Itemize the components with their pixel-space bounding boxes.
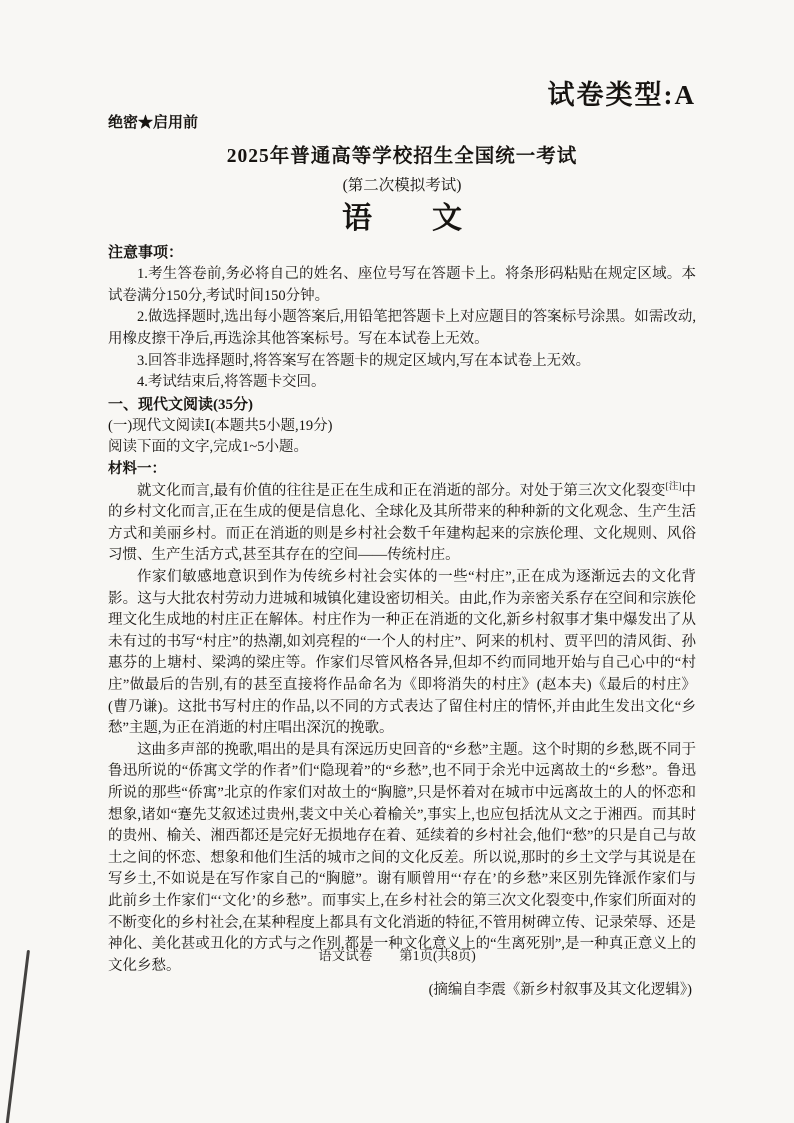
- material-label: 材料一：: [108, 461, 166, 478]
- subject-title: 语 文: [342, 202, 462, 236]
- material-paragraph-2: 作家们敏感地意识到作为传统乡村社会实体的一些“村庄”,正在成为逐渐远去的文化背影。这与大批农村劳动力进城和城镇化建设密切相关。由此,作为亲密关系存在空间和宗族伦理文化生成地的村庄正在解体。村庄作为一种正在消逝的文化,新乡村叙事才集中爆发出了从未有过的书写“村庄”的热潮,如刘亮程的“一个人的村庄”、阿来的机村、贾平凹的清风街、孙惠芬的上塘村、梁鸿的梁庄等。作家们尽管风格各异,但却不约而同地开始与自己心中的“村庄”做最后的告别,有的甚至直接将作品命名为《即将消失的村庄》(赵本夫)《最后的村庄》(曹乃谦)。这批书写村庄的作品,以不同的方式表达了留住村庄的情怀,并由此生发出文化“乡愁”主题,为正在消逝的村庄唱出深沉的挽歌。: [108, 569, 696, 737]
- notice-item-4: 4.考试结束后,将答题卡交回。: [137, 374, 326, 391]
- notice-item-3: 3.回答非选择题时,将答案写在答题卡的规定区域内,写在本试卷上无效。: [137, 352, 591, 369]
- scan-artifact: [3, 950, 30, 1123]
- material-paragraph-3: 这曲多声部的挽歌,唱出的是具有深远历史回音的“乡愁”主题。这个时期的乡愁,既不同于鲁迅所说的“侨寓文学的作者”们“隐现着”的“乡愁”,也不同于余光中远离故土的“乡愁”。鲁迅所说的那些“侨寓”北京的作家们对故土的“胸臆”,只是怀着对在城市中远离故土的人的怀恋和想象,诸如“蹇先艾叙述过贵州,裴文中关心着榆关”,事实上,也应包括沈从文之于湘西。而其时的贵州、榆关、湘西都还是完好无损地存在着、延续着的乡村社会,他们“愁”的只是自己与故土之间的怀恋、想象和他们生活的城市之间的文化反差。所以说,那时的乡土文学与其说是在写乡土,不如说是在写作家自己的“胸臆”。谢有顺曾用“‘存在’的乡愁”来区别先锋派作家们与此前乡土作家们“‘文化’的乡愁”。而事实上,在乡村社会的第三次文化裂变中,作家们所面对的不断变化的乡村社会,在某种程度上都具有文化消逝的特征,不管用树碑立传、记录荣辱、还是神化、美化甚或丑化的方式与之作别,都是一种文化意义上的“生离死别”,是一种真正意义上的文化乡愁。: [108, 741, 696, 974]
- section-subheading: (一)现代文阅读Ⅰ(本题共5小题,19分): [108, 417, 333, 434]
- paragraph-text: 中的乡村文化而言,正在生成的便是信息化、全球化及其所带来的种种新的文化观念、生产生活方式和美丽乡村。而正在消逝的则是乡村社会数千年建构起来的宗族伦理、文化规则、风俗习惯、生产生活方式,甚至其存在的空间——传统村庄。: [108, 482, 697, 564]
- footnote-ref: [注]: [665, 481, 682, 492]
- notice-item-2: 2.做选择题时,选出每小题答案后,用铅笔把答题卡上对应题目的答案标号涂黑。如需改动,用橡皮擦干净后,再选涂其他答案标号。写在本试卷上无效。: [108, 309, 696, 348]
- page-footer: 语文试卷 第1页(共8页): [318, 948, 476, 963]
- secrecy-label: 绝密★启用前: [108, 115, 199, 132]
- section-heading: 一、现代文阅读(35分): [108, 396, 253, 413]
- paper-type-label: 试卷类型:A: [547, 80, 696, 110]
- notice-heading: 注意事项：: [108, 244, 184, 261]
- exam-subtitle: (第二次模拟考试): [342, 176, 462, 194]
- reading-instruction: 阅读下面的文字,完成1~5小题。: [108, 439, 308, 456]
- notice-item-1: 1.考生答卷前,务必将自己的姓名、座位号写在答题卡上。将条形码粘贴在规定区域。本试卷满分150分,考试时间150分钟。: [108, 266, 696, 304]
- paragraph-text: 就文化而言,最有价值的往往是正在生成和正在消逝的部分。对处于第三次文化裂变: [137, 482, 666, 499]
- attribution: (摘编自李震《新乡村叙事及其文化逻辑》): [428, 982, 692, 999]
- material-paragraph-1: [108, 481, 696, 567]
- exam-title: 2025年普通高等学校招生全国统一考试: [226, 145, 578, 167]
